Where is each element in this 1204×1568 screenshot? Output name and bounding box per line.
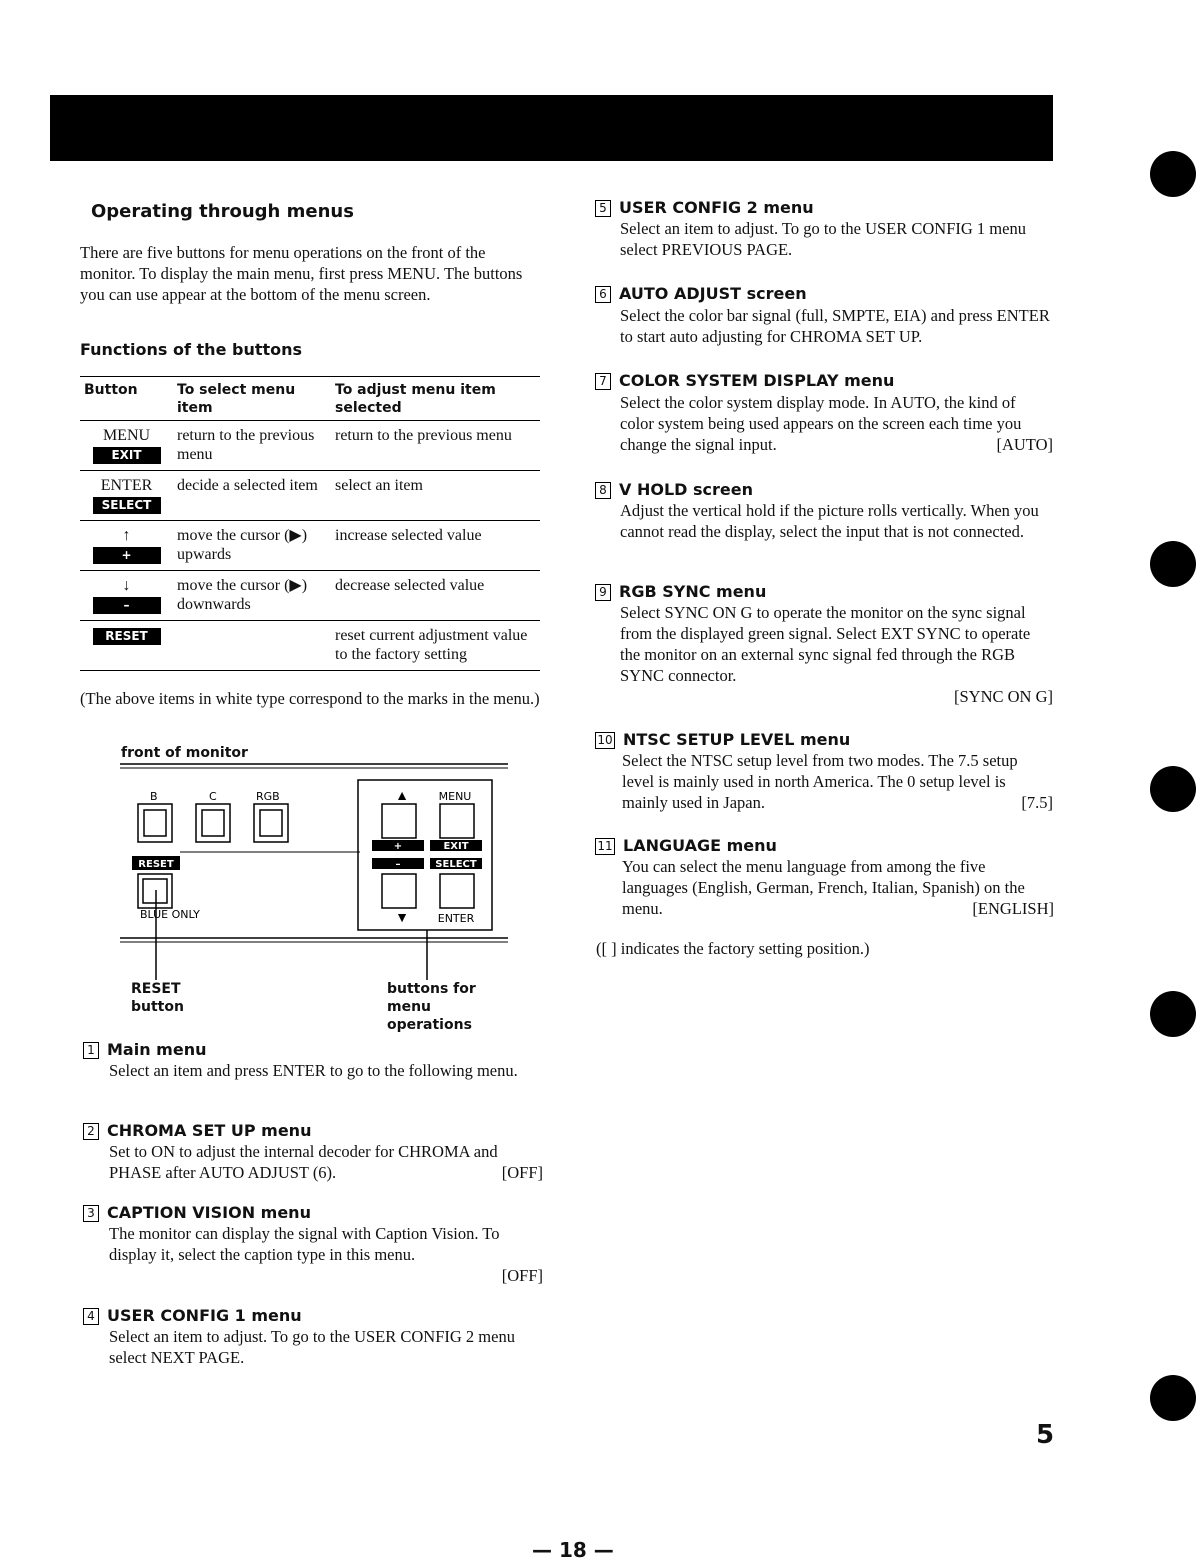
blue-only-label: BLUE ONLY bbox=[140, 908, 200, 921]
menu-label: MENU bbox=[438, 790, 472, 803]
reset-button-caption: RESET button bbox=[131, 981, 184, 1015]
reset-badge-label: RESET bbox=[138, 859, 174, 870]
select-cell bbox=[173, 621, 331, 671]
table-note: (The above items in white type correspond to the marks in the menu.) bbox=[80, 689, 540, 708]
button-name: ENTER bbox=[100, 477, 153, 494]
minus-badge: – bbox=[93, 597, 161, 614]
footer-page-number: — 18 — bbox=[532, 1538, 614, 1562]
section-heading-user-config-1: 4 USER CONFIG 1 menu bbox=[83, 1306, 302, 1325]
rgb-label: RGB bbox=[256, 790, 280, 803]
b-button bbox=[138, 804, 172, 842]
select-cell: move the cursor (▶) upwards bbox=[177, 527, 308, 563]
plus-badge-label: + bbox=[393, 841, 403, 852]
c-label: C bbox=[209, 790, 217, 803]
select-cell: return to the previous menu bbox=[177, 427, 315, 463]
section-body-rgb-sync: Select SYNC ON G to operate the monitor on the sync signal from the displayed green signal. Select EXT SYNC to operate the monitor on an external sync signal fed through the RGB SYNC connector. [SYNC ON G] bbox=[620, 603, 1053, 706]
adjust-cell: reset current adjustment value to the factory setting bbox=[335, 627, 528, 663]
tab-marker bbox=[1150, 541, 1196, 587]
section-heading-color-system: 7 COLOR SYSTEM DISPLAY menu bbox=[595, 371, 894, 390]
b-label: B bbox=[150, 790, 158, 803]
down-arrow-icon: ↓ bbox=[122, 577, 131, 594]
select-cell: move the cursor (▶) downwards bbox=[177, 577, 308, 613]
tab-marker bbox=[1150, 991, 1196, 1037]
section-body-auto-adjust: Select the color bar signal (full, SMPTE, EIA) and press ENTER to start auto adjusting for CHROMA SET UP. bbox=[620, 306, 1050, 346]
section-body-caption: The monitor can display the signal with Caption Vision. To display it, select the caption type in this menu. [OFF] bbox=[109, 1224, 543, 1285]
up-arrow-icon: ▲ bbox=[395, 789, 409, 804]
section-heading-main-menu: 1 Main menu bbox=[83, 1040, 206, 1059]
tab-marker bbox=[1150, 766, 1196, 812]
section-heading-v-hold: 8 V HOLD screen bbox=[595, 480, 753, 499]
section-heading-language: 11 LANGUAGE menu bbox=[595, 836, 777, 855]
tab-marker bbox=[1150, 1375, 1196, 1421]
front-panel-diagram bbox=[110, 760, 520, 980]
section-page-number: 5 bbox=[1036, 1420, 1055, 1450]
diagram-title: front of monitor bbox=[121, 745, 248, 761]
section-heading-caption: 3 CAPTION VISION menu bbox=[83, 1203, 311, 1222]
section-heading-ntsc-setup: 10 NTSC SETUP LEVEL menu bbox=[595, 730, 850, 749]
down-button bbox=[382, 874, 416, 908]
factory-setting-note: ([ ] indicates the factory setting position.) bbox=[596, 939, 870, 958]
functions-heading: Functions of the buttons bbox=[80, 340, 303, 359]
col-header-select: To select menu item bbox=[177, 382, 296, 416]
plus-badge: + bbox=[93, 547, 161, 564]
reset-button bbox=[138, 874, 172, 908]
col-header-button: Button bbox=[84, 382, 138, 398]
adjust-cell: increase selected value bbox=[335, 527, 482, 544]
table-row bbox=[80, 471, 540, 521]
rgb-button bbox=[254, 804, 288, 842]
select-badge-label: SELECT bbox=[435, 859, 477, 870]
col-header-adjust: To adjust menu item selected bbox=[335, 382, 496, 416]
header-banner bbox=[50, 95, 1053, 161]
section-body-v-hold: Adjust the vertical hold if the picture rolls vertically. When you cannot read the display, select the input that is not connected. bbox=[620, 501, 1039, 541]
table-row bbox=[80, 571, 540, 621]
table-row bbox=[80, 521, 540, 571]
section-heading-user-config-2: 5 USER CONFIG 2 menu bbox=[595, 198, 814, 217]
section-heading-rgb-sync: 9 RGB SYNC menu bbox=[595, 582, 766, 601]
minus-badge-label: – bbox=[395, 859, 401, 870]
section-body-color-system: Select the color system display mode. In AUTO, the kind of color system being used appears on the screen each time you change the signal input. [AUTO] bbox=[620, 393, 1053, 454]
section-title: Operating through menus bbox=[91, 201, 354, 222]
exit-badge-label: EXIT bbox=[443, 841, 469, 852]
table-row bbox=[80, 421, 540, 471]
menu-button bbox=[440, 804, 474, 838]
menu-buttons-caption: buttons for menu operations bbox=[387, 981, 476, 1033]
adjust-cell: select an item bbox=[335, 477, 423, 494]
enter-label: ENTER bbox=[437, 912, 475, 925]
section-heading-chroma: 2 CHROMA SET UP menu bbox=[83, 1121, 311, 1140]
section-body-user-config-2: Select an item to adjust. To go to the USER CONFIG 1 menu select PREVIOUS PAGE. bbox=[620, 219, 1026, 259]
down-arrow-icon: ▼ bbox=[395, 911, 409, 926]
intro-paragraph: There are five buttons for menu operations on the front of the monitor. To display the main menu, first press MENU. The buttons you can use appear at the bottom of the menu screen. bbox=[80, 243, 523, 304]
section-body-main-menu: Select an item and press ENTER to go to the following menu. bbox=[109, 1061, 518, 1080]
section-body-chroma: Set to ON to adjust the internal decoder for CHROMA and PHASE after AUTO ADJUST (6). [OFF] bbox=[109, 1142, 543, 1182]
table-row bbox=[80, 621, 540, 671]
select-cell: decide a selected item bbox=[177, 477, 318, 494]
section-body-user-config-1: Select an item to adjust. To go to the USER CONFIG 2 menu select NEXT PAGE. bbox=[109, 1327, 515, 1367]
section-body-language: You can select the menu language from among the five languages (English, German, French, Italian, Spanish) on the menu. [ENGLISH] bbox=[622, 857, 1054, 918]
up-button bbox=[382, 804, 416, 838]
up-arrow-icon: ↑ bbox=[122, 527, 131, 544]
section-heading-auto-adjust: 6 AUTO ADJUST screen bbox=[595, 284, 807, 303]
button-functions-table bbox=[80, 376, 540, 671]
enter-button bbox=[440, 874, 474, 908]
adjust-cell: return to the previous menu bbox=[335, 427, 512, 444]
button-name: MENU bbox=[102, 427, 151, 444]
reset-badge: RESET bbox=[93, 628, 161, 645]
adjust-cell: decrease selected value bbox=[335, 577, 485, 594]
tab-marker bbox=[1150, 151, 1196, 197]
c-button bbox=[196, 804, 230, 842]
exit-badge: EXIT bbox=[93, 447, 161, 464]
select-badge: SELECT bbox=[93, 497, 161, 514]
section-body-ntsc-setup: Select the NTSC setup level from two modes. The 7.5 setup level is mainly used in north America. The 0 setup level is mainly used in Japan. [7.5] bbox=[622, 751, 1053, 812]
